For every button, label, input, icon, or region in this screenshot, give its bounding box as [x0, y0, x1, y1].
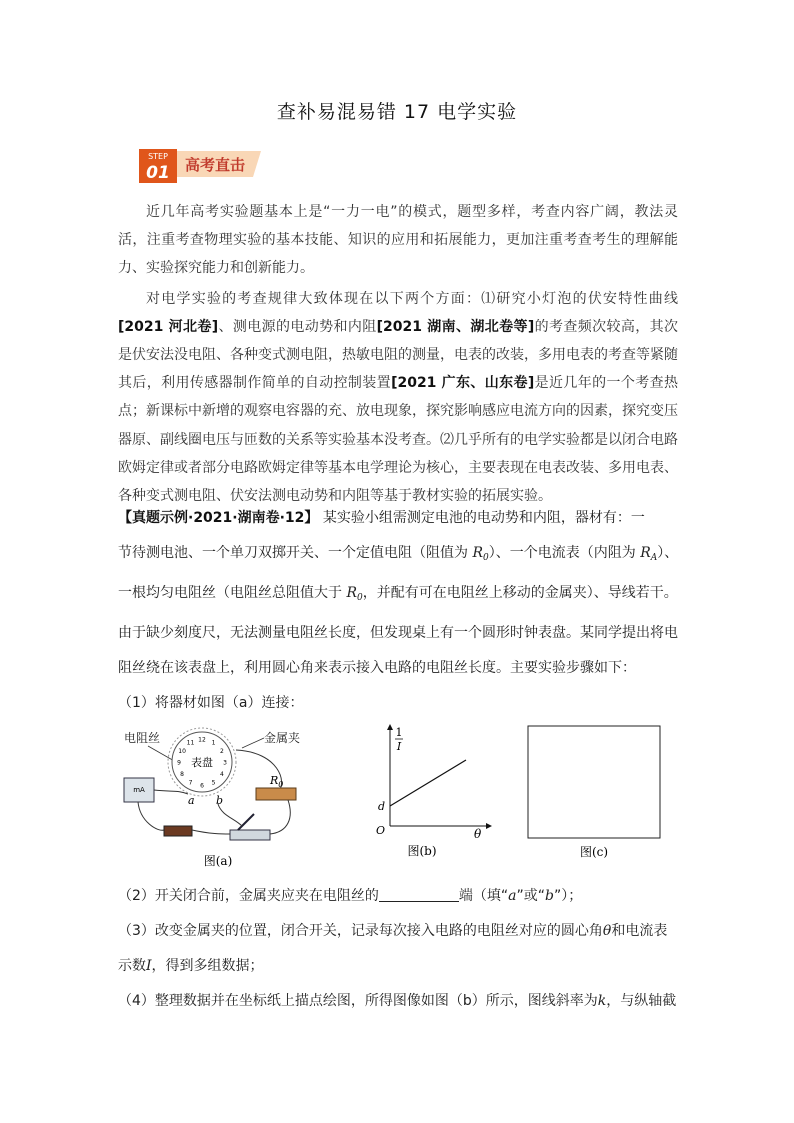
data-line: [390, 760, 466, 806]
dial-number: 5: [211, 779, 216, 787]
figure-a-caption: 图(a): [203, 854, 233, 868]
dial-number: 11: [186, 739, 195, 747]
step-4-line: （4）整理数据并在坐标纸上描点绘图，所得图像如图（b）所示，图线斜率为k，与纵轴截: [118, 993, 677, 1009]
step-3-line: （3）改变金属夹的位置，闭合开关，记录每次接入电路的电阻丝对应的圆心角θ和电流表: [118, 923, 668, 939]
step-3-line-2: 示数I，得到多组数据；: [118, 958, 264, 974]
example-section: [118, 501, 688, 721]
dial-number: 7: [188, 779, 193, 787]
example-line-5: 阻丝绕在该表盘上，利用圆心角来表示接入电路的电阻丝长度。主要实验步骤如下：: [118, 660, 636, 676]
steps-section: [118, 879, 688, 1019]
r0-label: $R_0$: [270, 774, 284, 789]
fixed-resistor-r0: [256, 788, 296, 800]
intro-paragraph-2: 对电学实验的考查规律大致体现在以下两个方面：⑴研究小灯泡的伏安特性曲线[2021 河北卷]、测电源的电动势和内阻[2021 湖南、湖北卷等]的考查频次较高，其次是伏安法没电阻、各种变式测电阻，热敏电阻的测量，电表的改装，多用电表的考查等紧随其后，利用传感器制作简单的自动控制装置[2021 广东、山东卷]是近几年的一个考查热点；新课标中新增的观察电容器的充、放电现象，探究影响感应电流方向的因素，探究变压器原、副线圈电压与匝数的关系等实验基本没考查。⑵几乎所有的电学实验都是以闭合电路欧姆定律或者部分电路欧姆定律等基本电学理论为核心，主要表现在电表改装、多用电表、各种变式测电阻、伏安法测电动势和内阻等基于教材实验的拓展实验。: [118, 290, 679, 505]
badge-step-word: STEP: [148, 152, 168, 161]
label-resistance-wire: 电阻丝: [124, 731, 161, 745]
dial-number: 10: [178, 748, 186, 755]
intro-paragraph-1: 近几年高考实验题基本上是“一力一电”的模式，题型多样，考查内容广阔，教法灵活，注重考查物理实验的基本技能、知识的应用和拓展能力，更加注重考查考生的理解能力、实验探究能力和创新能力。: [118, 204, 678, 277]
figure-a-circuit: [118, 722, 318, 870]
intercept-label: d: [378, 800, 386, 813]
example-line-3: 一根均匀电阻丝（电阻丝总阻值大于 $R_0$，并配有可在电阻丝上移动的金属夹）、导线若干。: [118, 585, 678, 603]
intro-section: [118, 198, 678, 510]
answer-blank[interactable]: [379, 887, 459, 902]
dial-number: 4: [219, 771, 224, 778]
switch-lever: [238, 814, 254, 830]
ammeter-label: mA: [133, 786, 145, 794]
figure-b-graph: [368, 722, 496, 870]
dial-number: 2: [219, 748, 224, 755]
point-b-label: b: [216, 794, 224, 807]
dial-number: 3: [223, 759, 227, 767]
y-label-denominator: I: [396, 740, 402, 753]
dial-number: 6: [200, 782, 204, 790]
label-metal-clip: 金属夹: [264, 731, 301, 745]
dial-label: 表盘: [191, 756, 213, 769]
origin-label: O: [376, 824, 386, 837]
switch-base: [230, 830, 270, 840]
y-label-numerator: 1: [395, 726, 403, 739]
figure-c-caption: 图(c): [579, 845, 609, 859]
dial-number: 1: [211, 739, 216, 747]
dial-number: 12: [198, 736, 206, 744]
figure-b-caption: 图(b): [407, 844, 437, 858]
step-badge: [137, 147, 265, 185]
figure-c-blank: [524, 722, 670, 870]
badge-label: 高考直击: [185, 156, 246, 174]
dial-number: 8: [180, 771, 185, 778]
blank-box: [528, 726, 660, 838]
step-2-line: （2）开关闭合前，金属夹应夹在电阻丝的 端（填“a”或“b”）；: [118, 888, 583, 904]
example-line-1: 【真题示例·2021·湖南卷·12】 某实验小组需测定电池的电动势和内阻，器材有：一: [118, 510, 645, 526]
page-title: 查补易混易错 17 电学实验: [276, 101, 518, 123]
badge-step-number: 01: [146, 163, 170, 183]
example-line-4: 由于缺少刻度尺，无法测量电阻丝长度，但发现桌上有一个圆形时钟表盘。某同学提出将电: [118, 625, 678, 641]
point-a-label: a: [188, 794, 195, 807]
x-label: θ: [474, 827, 482, 841]
battery: [164, 826, 192, 836]
example-line-2: 节待测电池、一个单刀双掷开关、一个定值电阻（阻值为 $R_0$）、一个电流表（内阻为 $R_A$）、: [118, 545, 679, 563]
example-line-6: （1）将器材如图（a）连接：: [118, 695, 304, 711]
dial-number: 9: [177, 759, 181, 767]
